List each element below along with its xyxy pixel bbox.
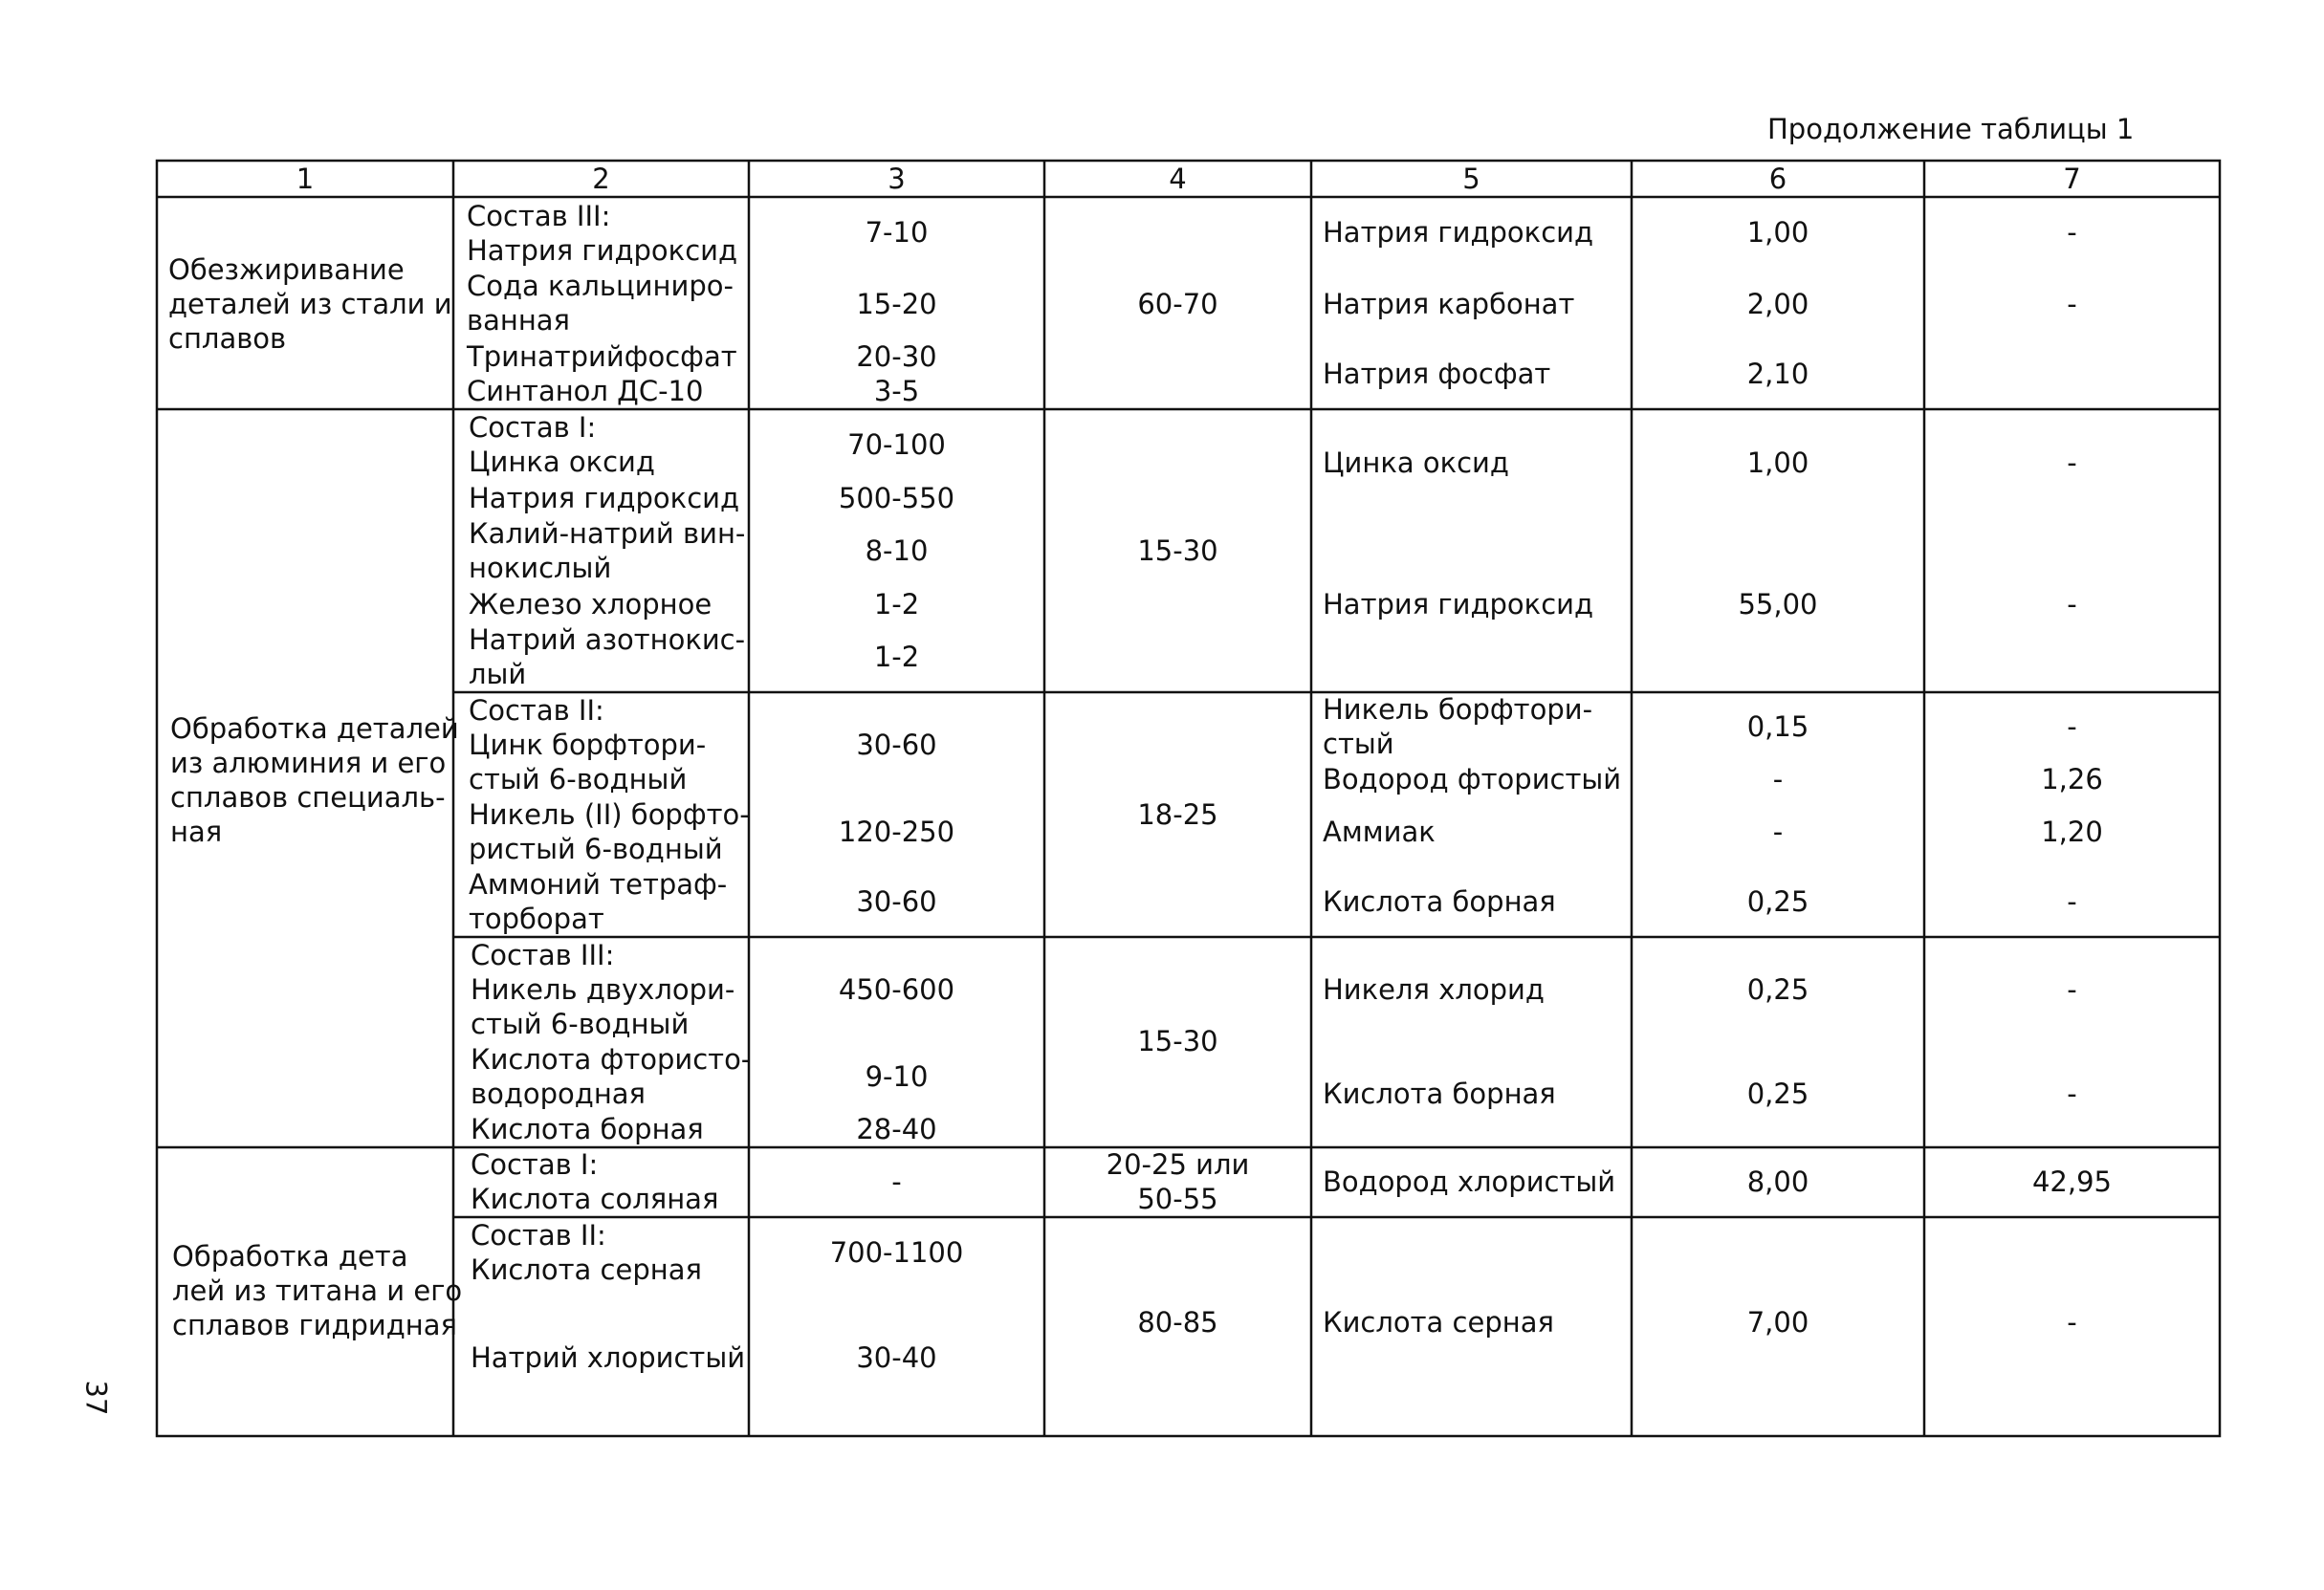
emission-col6: 0,15 [1746, 710, 1809, 743]
component-name: торборат [469, 903, 604, 935]
component-conc: 70-100 [847, 428, 946, 461]
emission-name: Натрия карбонат [1323, 288, 1575, 320]
table-caption: Продолжение таблицы 1 [1767, 113, 2135, 145]
component-conc: 30-60 [856, 885, 937, 918]
component-conc: 8-10 [865, 534, 929, 567]
emission-name: Кислота борная [1323, 885, 1556, 918]
component-name: водородная [471, 1078, 647, 1110]
emission-col6: 0,25 [1746, 973, 1809, 1006]
emission-col7: - [2067, 1306, 2077, 1339]
component-name: Натрия гидроксид [467, 234, 738, 267]
emission-col7: - [2067, 216, 2077, 249]
operation-line: Обработка дета [172, 1240, 408, 1273]
emission-col7: - [2067, 710, 2077, 743]
emission-name: Цинка оксид [1323, 447, 1509, 479]
emission-col6: 1,00 [1746, 216, 1809, 249]
emission-name: Кислота борная [1323, 1078, 1556, 1110]
component-conc: 7-10 [865, 216, 929, 249]
emission-col6: 0,25 [1746, 1078, 1809, 1110]
emission-col6: 0,25 [1746, 885, 1809, 918]
composition-title: Состав III: [471, 939, 615, 971]
composition-title: Состав III: [467, 200, 611, 232]
component-conc: 28-40 [856, 1113, 937, 1145]
component-conc: 1-2 [873, 588, 920, 621]
component-name: Аммоний тетраф- [469, 868, 728, 901]
temperature: 18-25 [1137, 798, 1218, 831]
emission-col6: 2,10 [1746, 358, 1809, 390]
component-name: ванная [467, 304, 570, 337]
emission-col6: 7,00 [1746, 1306, 1809, 1339]
emission-col7: 1,20 [2041, 816, 2103, 848]
header-col-7: 7 [2063, 163, 2081, 195]
composition-title: Состав II: [469, 694, 604, 727]
emission-col7: - [2067, 885, 2077, 918]
component-conc: 3-5 [873, 375, 920, 407]
component-name: нокислый [469, 552, 612, 584]
component-conc: 30-40 [856, 1341, 937, 1374]
operation-line: сплавов гидридная [172, 1309, 457, 1341]
emission-col7: 42,95 [2031, 1165, 2113, 1198]
emission-col6: - [1772, 763, 1784, 795]
temperature: 15-30 [1137, 1025, 1218, 1057]
emission-col6: 8,00 [1746, 1165, 1809, 1198]
emission-name: Кислота серная [1323, 1306, 1554, 1339]
component-name: Калий-натрий вин- [469, 517, 746, 550]
temperature: 15-30 [1137, 534, 1218, 567]
header-col-5: 5 [1462, 163, 1480, 195]
operation-line: Обезжиривание [168, 253, 405, 286]
component-name: Никель двухлори- [471, 973, 735, 1006]
component-name: Синтанол ДС-10 [467, 375, 704, 407]
emission-name: Никеля хлорид [1323, 973, 1545, 1006]
emission-col7: 1,26 [2041, 763, 2103, 795]
emission-col6: - [1772, 816, 1784, 848]
emission-name: Водород хлористый [1323, 1165, 1616, 1198]
composition-title: Состав I: [469, 411, 597, 444]
header-col-4: 4 [1169, 163, 1187, 195]
component-name: Железо хлорное [469, 588, 713, 621]
emission-name: стый [1323, 728, 1394, 760]
component-conc: - [891, 1165, 902, 1198]
emission-name: Водород фтористый [1323, 763, 1622, 795]
temperature: 50-55 [1137, 1183, 1218, 1215]
emission-col6: 2,00 [1746, 288, 1809, 320]
component-conc: 500-550 [838, 482, 955, 514]
operation-line: деталей из стали и [168, 288, 452, 320]
component-name: Тринатрийфосфат [467, 340, 737, 373]
temperature: 80-85 [1137, 1306, 1218, 1339]
emission-name: Натрия гидроксид [1323, 216, 1594, 249]
component-name: Кислота серная [471, 1253, 702, 1286]
component-name: стый 6-водный [469, 763, 688, 795]
temperature: 20-25 или [1106, 1148, 1250, 1181]
component-conc: 15-20 [856, 288, 937, 320]
component-name: Натрий хлористый [471, 1341, 746, 1374]
composition-title: Состав II: [471, 1219, 606, 1252]
operation-line: сплавов [168, 322, 287, 355]
component-name: Цинка оксид [469, 446, 655, 478]
header-col-2: 2 [592, 163, 610, 195]
component-conc: 20-30 [856, 340, 937, 373]
emission-col7: - [2067, 288, 2077, 320]
component-name: Сода кальциниро- [467, 270, 734, 302]
operation-line: из алюминия и его [170, 747, 447, 779]
operation-line: сплавов специаль- [170, 781, 446, 814]
component-name: Кислота соляная [471, 1183, 719, 1215]
component-name: ристый 6-водный [469, 833, 723, 865]
component-conc: 120-250 [838, 816, 955, 848]
header-col-6: 6 [1768, 163, 1787, 195]
component-name: Кислота фтористо- [471, 1043, 752, 1076]
emission-col7: - [2067, 1078, 2077, 1110]
component-conc: 1-2 [873, 641, 920, 673]
header-col-1: 1 [296, 163, 315, 195]
emission-name: Натрия фосфат [1323, 358, 1551, 390]
page-number: 37 [79, 1380, 113, 1416]
header-col-3: 3 [888, 163, 906, 195]
component-name: лый [469, 658, 527, 690]
operation-line: лей из титана и его [172, 1274, 463, 1307]
emission-name: Аммиак [1323, 816, 1436, 848]
operation-line: Обработка деталей [170, 712, 459, 745]
emission-col7: - [2067, 447, 2077, 479]
component-name: Натрий азотнокис- [469, 623, 746, 656]
component-conc: 30-60 [856, 729, 937, 761]
component-name: Натрия гидроксид [469, 482, 740, 514]
emission-col6: 1,00 [1746, 447, 1809, 479]
operation-line: ная [170, 816, 223, 848]
composition-title: Состав I: [471, 1148, 599, 1181]
emission-name: Натрия гидроксид [1323, 588, 1594, 621]
emission-col6: 55,00 [1738, 588, 1818, 621]
component-name: Цинк борфтори- [469, 729, 707, 761]
component-name: Кислота борная [471, 1113, 704, 1145]
component-name: Никель (II) борфто- [469, 798, 750, 831]
component-name: стый 6-водный [471, 1008, 690, 1040]
emission-col7: - [2067, 973, 2077, 1006]
temperature: 60-70 [1137, 288, 1218, 320]
component-conc: 450-600 [838, 973, 955, 1006]
emission-name: Никель борфтори- [1323, 693, 1593, 726]
emission-col7: - [2067, 588, 2077, 621]
component-conc: 9-10 [865, 1060, 929, 1093]
component-conc: 700-1100 [829, 1236, 964, 1269]
